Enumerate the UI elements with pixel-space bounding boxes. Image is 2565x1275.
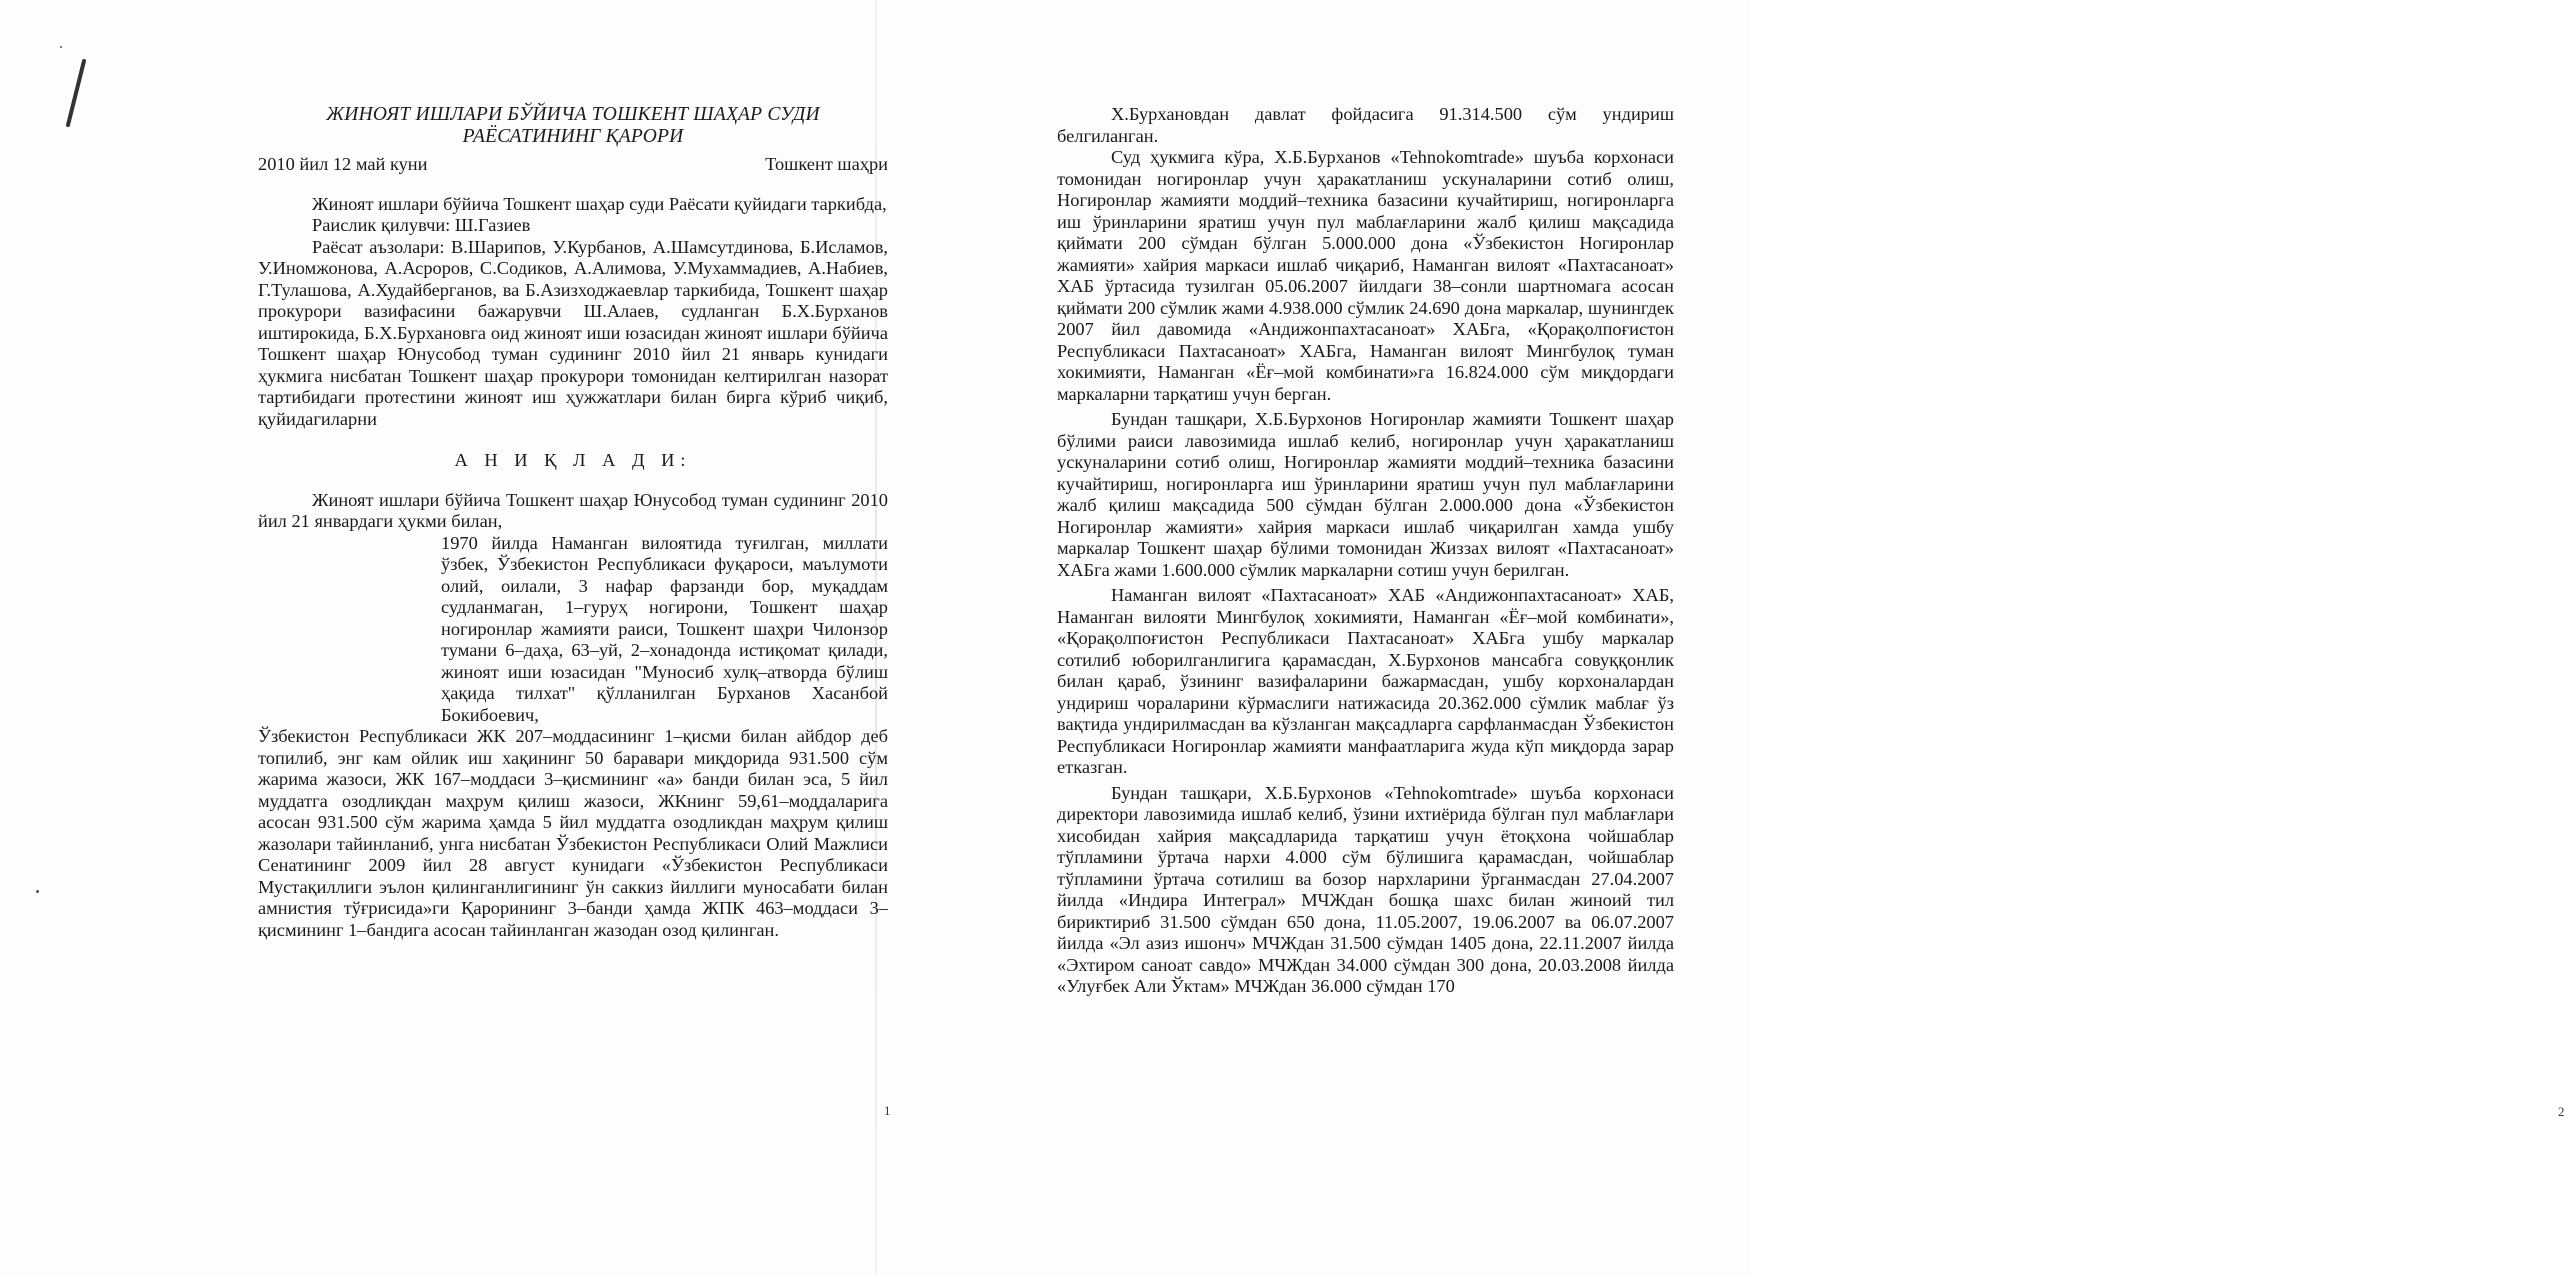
decision-date: 2010 йил 12 май куни	[258, 154, 428, 174]
paragraph-additional-1: Бундан ташқари, Х.Б.Бурхонов Ногиронлар жамияти Тошкент шаҳар бўлими раиси лавозимида ишлаб келиб, ногиронлар учун ҳаракатланиш ускуналарини сотиб олиш, Ногиронлар жамияти моддий–техника базасини кучайтириш, ногиронларга иш ўринларини яратиш учун пул маблағларини жалб қилиш мақсадида 500 сўмдан бўлган 2.000.000 дона «Ўзбекистон Ногиронлар жамияти» хайрия маркаси ишлаб чиқарилган хамда ушбу маркалар Тошкент шаҳар бўлими томонидан Жиззах вилоят «Пахтасаноат» ХАБга жами 1.600.000 сўмлик маркаларни сотиш учун берилган.	[1057, 409, 1674, 580]
right-column	[1057, 104, 1674, 1002]
paragraph-composition: Жиноят ишлари бўйича Тошкент шаҳар суди Раёсати қуйидаги таркибда,	[312, 193, 887, 214]
left-page	[0, 0, 891, 1275]
paragraph-verdict: Жиноят ишлари бўйича Тошкент шаҳар Юнусобод туман судининг 2010 йил 21 январдаги ҳукми билан,	[258, 489, 888, 531]
title-line-2: РАЁСАТИНИНГ ҚАРОРИ	[462, 126, 684, 147]
scan-speck	[60, 46, 62, 48]
left-column	[258, 104, 888, 941]
title-line-1: ЖИНОЯТ ИШЛАРИ БЎЙИЧА ТОШКЕНТ ШАҲАР СУДИ	[326, 104, 820, 125]
paragraph-damage: Наманган вилоят «Пахтасаноат» ХАБ «Андижонпахтасаноат» ХАБ, Наманган вилояти Мингбулоқ хокимияти, Наманган «Ёғ–мой комбинати», «Қорақолпоғистон Республикаси Пахтасаноат» ХАБга ушбу маркалар сотилиб юборилганлигига қарамасдан, Х.Бурхонов мансабга совуққонлик билан қараб, ўзининг вазифаларини бажармасдан, ушбу корхоналардан ундириш чораларини кўрмаслиги натижасида 20.362.000 сўмлик маблағ ўз вақтида ундирилмасдан ва кўзланган мақсадларга сарфланмасдан Ўзбекистон Республикаси Ногиронлар жамияти манфаатларига жуда кўп миқдорда зарар етказган.	[1057, 585, 1674, 777]
paragraph-chair: Раислик қилувчи: Ш.Газиев	[312, 215, 531, 235]
page-number-left: 1	[884, 1103, 891, 1118]
defendant-details: 1970 йилда Наманган вилоятида туғилган, миллати ўзбек, Ўзбекистон Республикаси фуқароси, маълумоти олий, оилали, 3 нафар фарзанди бор, муқаддам судланмаган, 1–гуруҳ ногирони, Тошкент шаҳар ногиронлар жамияти раиси, Тошкент шаҳри Чилонзор тумани 6–даҳа, 63–уй, 2–хонадонда истиқомат қилади, жиноят иши юзасидан "Муносиб хулқ–атворда бўлиш ҳақида тилхат" қўлланилган Бурханов Хасанбой Бокибоевич,	[441, 532, 888, 725]
right-page	[877, 0, 2565, 1275]
paragraph-court-finding: Суд ҳукмига кўра, Х.Б.Бурханов «Tehnokomtrade» шуъба корхонаси томонидан ногиронлар учун ҳаракатланиш ускуналарини сотиб олиш, Ногиронлар жамияти моддий–техника базасини кучайтириш, ногиронларга иш ўринларини яратиш учун пул маблағларини жалб қилиш мақсадида қиймати 200 сўмдан бўлган 5.000.000 дона «Ўзбекистон Ногиронлар жамияти» хайрия маркаси ишлаб чиқариб, Наманган вилоят «Пахтасаноат» ХАБ ўртасида тузилган 05.06.2007 йилдаги 38–сонли шартномага асосан қиймати 200 сўмлик жами 4.938.000 сўмлик 24.690 дона маркалар, шунингдек 2007 йил давомида «Андижонпахтасаноат» ХАБга, «Қорақолпоғистон Республикаси Пахтасаноат» ХАБга, Наманган вилоят Мингбулоқ туман хокимияти, Наманган «Ёғ–мой комбинати»га 16.824.000 сўм миқдордаги маркаларни тарқатиш учун берган.	[1057, 147, 1674, 404]
paragraph-sentence: Ўзбекистон Республикаси ЖК 207–моддасининг 1–қисми билан айбдор деб топилиб, энг кам ойлик иш хақининг 50 баравари миқдорида 931.500 сўм жарима жазоси, ЖК 167–моддаси 3–қисмининг «а» банди билан эса, 5 йил муддатга озодлиқдан маҳрум қилиш жазоси, ЖКнинг 59,61–моддаларига асосан 931.500 сўм жарима ҳамда 5 йил муддатга озодликдан маҳрум қилиш жазолари тайинланиб, унга нисбатан Ўзбекистон Республикаси Олий Мажлиси Сенатининг 2009 йил 28 август кунидаги «Ўзбекистон Республикаси Мустақиллиги эълон қилинганлигининг ўн саккиз йиллиги муносабати билан амнистия тўғрисида»ги Қарорининг 3–банди ҳамда ЖПК 463–моддаси 3–қисмининг 1–бандига асосан тайинланган жазодан озод қилинган.	[258, 726, 888, 940]
decision-place: Тошкент шаҳри	[765, 154, 888, 174]
resolve-heading: А Н И Қ Л А Д И:	[454, 450, 692, 470]
pen-mark	[66, 59, 87, 128]
paragraph-recovery: Х.Бурхановдан давлат фойдасига 91.314.500 сўм ундириш белгиланган.	[1057, 104, 1674, 146]
dateline	[258, 154, 888, 176]
paragraph-additional-2: Бундан ташқари, Х.Б.Бурхонов «Tehnokomtrade» шуъба корхонаси директори лавозимида ишлаб келиб, ўзини ихтиёрида бўлган пул маблағлари хисобидан хайрия мақсадларида тарқатиш учун ётоқхона чойшаблар тўпламини ўртача нархи 4.000 сўм бўлишига қарамасдан, чойшаблар тўпламини ўртача сотилиш ва бозор нархларини ўрганмасдан 27.04.2007 йилда «Индира Интеграл» МЧЖдан бошқа шахс билан жиноий тил бириктириб 31.500 сўмдан 650 дона, 11.05.2007, 19.06.2007 ва 06.07.2007 йилда «Эл азиз ишонч» МЧЖдан 31.500 сўмдан 1405 дона, 22.11.2007 йилда «Эхтиром саноат савдо» МЧЖдан 34.000 сўмдан 300 дона, 20.03.2008 йилда «Улуғбек Али Ўктам» МЧЖдан 36.000 сўмдан 170	[1057, 782, 1674, 996]
scan-speck	[36, 890, 39, 893]
page-number-right: 2	[2558, 1104, 2565, 1119]
paragraph-members: Раёсат аъзолари: В.Шарипов, У.Курбанов, А.Шамсутдинова, Б.Исламов, У.Иномжонова, А.Асроров, С.Содиков, А.Алимова, У.Мухаммадиев, А.Набиев, Г.Тулашова, А.Худайберганов, ва Б.Азизходжаевлар таркибида, Тошкент шаҳар прокурори вазифасини бажарувчи Ш.Алаев, судланган Б.Х.Бурханов иштирокида, Б.Х.Бурхановга оид жиноят иши юзасидан жиноят ишлари бўйича Тошкент шаҳар Юнусобод туман судининг 2010 йил 21 январь кунидаги ҳукмига нисбатан Тошкент шаҳар прокурори томонидан келтирилган назорат тартибидаги протестини жиноят иш ҳужжатлари билан бирга кўриб чиқиб, қуйидагиларни	[258, 236, 888, 429]
